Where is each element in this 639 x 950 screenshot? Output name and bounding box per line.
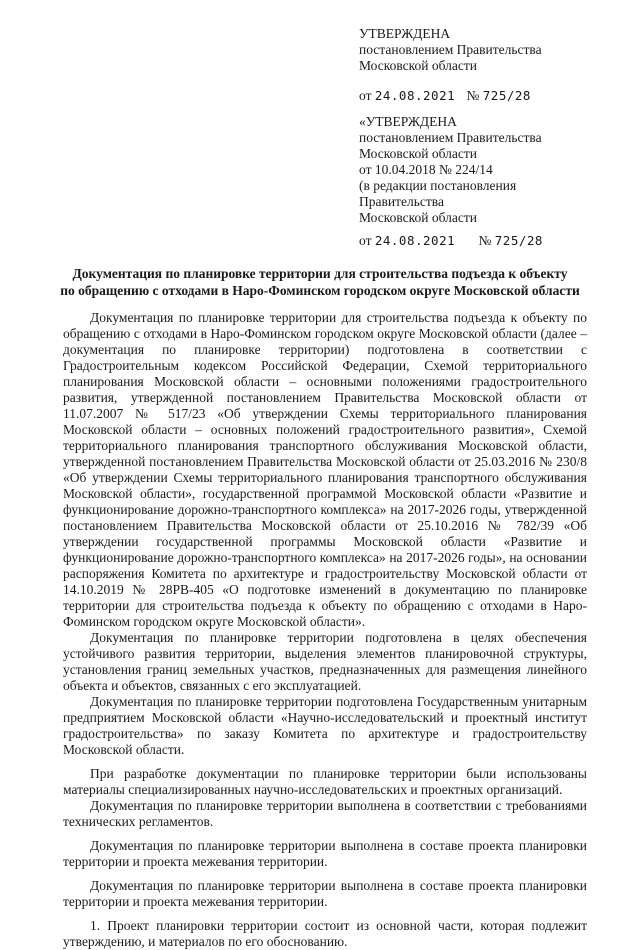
document-title-line: Документация по планировке территории для строительства подъезда к объекту <box>72 266 568 281</box>
decree-number-2 <box>359 233 543 249</box>
approval-heading: «УТВЕРЖДЕНА <box>359 114 457 129</box>
decree-number-1 <box>359 88 531 104</box>
document-title-line: по обращению с отходами в Наро-Фоминском городском округе Московской области <box>60 283 580 298</box>
decree-date-prefix: от <box>359 233 372 248</box>
document-body <box>63 310 587 950</box>
body-paragraph: Документация по планировке территории подготовлена Государственным унитарным предприятием Московской области «Научно-исследовательский и проектный институт градостроительства» по заказу Комитета по архитектуре и градостроительству Московской области. <box>63 694 587 757</box>
decree-number-sign: № <box>466 88 480 103</box>
decree-number: 725/28 <box>494 233 543 248</box>
approval-line: Московской области <box>359 210 478 225</box>
body-paragraph: При разработке документации по планировке территории были использованы материалы специализированных научно-исследовательских и проектных организаций. <box>63 766 587 797</box>
approval-heading: УТВЕРЖДЕНА <box>359 26 451 41</box>
decree-number: 725/28 <box>482 88 531 103</box>
approval-line: Правительства <box>359 194 444 209</box>
approval-line: постановлением Правительства <box>359 130 542 145</box>
body-paragraph: Документация по планировке территории выполнена в составе проекта планировки территории и проекта межевания территории. <box>63 878 587 909</box>
body-paragraph: Документация по планировке территории подготовлена в целях обеспечения устойчивого развития территории, выделения элементов планировочной структуры, установления границ земельных участков, предназначенных для размещения линейного объекта и объектов, связанных с его эксплуатацией. <box>63 630 587 693</box>
decree-date: 24.08.2021 <box>374 88 456 103</box>
approval-line: Московской области <box>359 58 478 73</box>
body-paragraph: Документация по планировке территории выполнена в соответствии с требованиями технических регламентов. <box>63 798 587 829</box>
decree-number-sign: № <box>478 233 492 248</box>
approval-line: Московской области <box>359 146 478 161</box>
body-paragraph: Документация по планировке территории для строительства подъезда к объекту по обращению с отходами в Наро-Фоминском городском округе Московской области (далее – документация по планировке территории) подготовлена в соответствии с Градостроительным кодексом Российской Федерации, Схемой территориального планирования Московской области – основными положениями градостроительного развития, утвержденной постановлением Правительства Московской области от 11.07.2007 № 517/23 «Об утверждении Схемы территориального планирования Московской области – основных положений градостроительного развития», Схемой территориального планирования транспортного обслуживания Московской области, утвержденной постановлением Правительства Московской области от 25.03.2016 № 230/8 «Об утверждении Схемы территориального планирования транспортного обслуживания Московской области», государственной программой Московской области «Развитие и функционирование дорожно-транспортного комплекса» на 2017-2026 годы, утвержденной постановлением Правительства Московской области от 25.10.2016 № 782/39 «Об утверждении государственной программы Московской области «Развитие и функционирование дорожно-транспортного комплекса» на 2017-2026 годы», на основании распоряжения Комитета по архитектуре и градостроительству Московской области от 14.10.2019 № 28РВ-405 «О подготовке изменений в документацию по планировке территории для строительства подъезда к объекту по обращению с отходами в Наро-Фоминском городском округе Московской области». <box>63 310 587 629</box>
document-title <box>40 265 600 299</box>
approval-line: (в редакции постановления <box>359 178 517 193</box>
approval-line: от 10.04.2018 № 224/14 <box>359 162 493 177</box>
decree-date: 24.08.2021 <box>374 233 456 248</box>
approval-stamp-1 <box>359 26 542 74</box>
approval-line: постановлением Правительства <box>359 42 542 57</box>
approval-stamp-2 <box>359 114 542 226</box>
decree-date-prefix: от <box>359 88 372 103</box>
body-paragraph: 1. Проект планировки территории состоит из основной части, которая подлежит утверждению, и материалов по его обоснованию. <box>63 918 587 949</box>
body-paragraph: Документация по планировке территории выполнена в составе проекта планировки территории и проекта межевания территории. <box>63 838 587 869</box>
